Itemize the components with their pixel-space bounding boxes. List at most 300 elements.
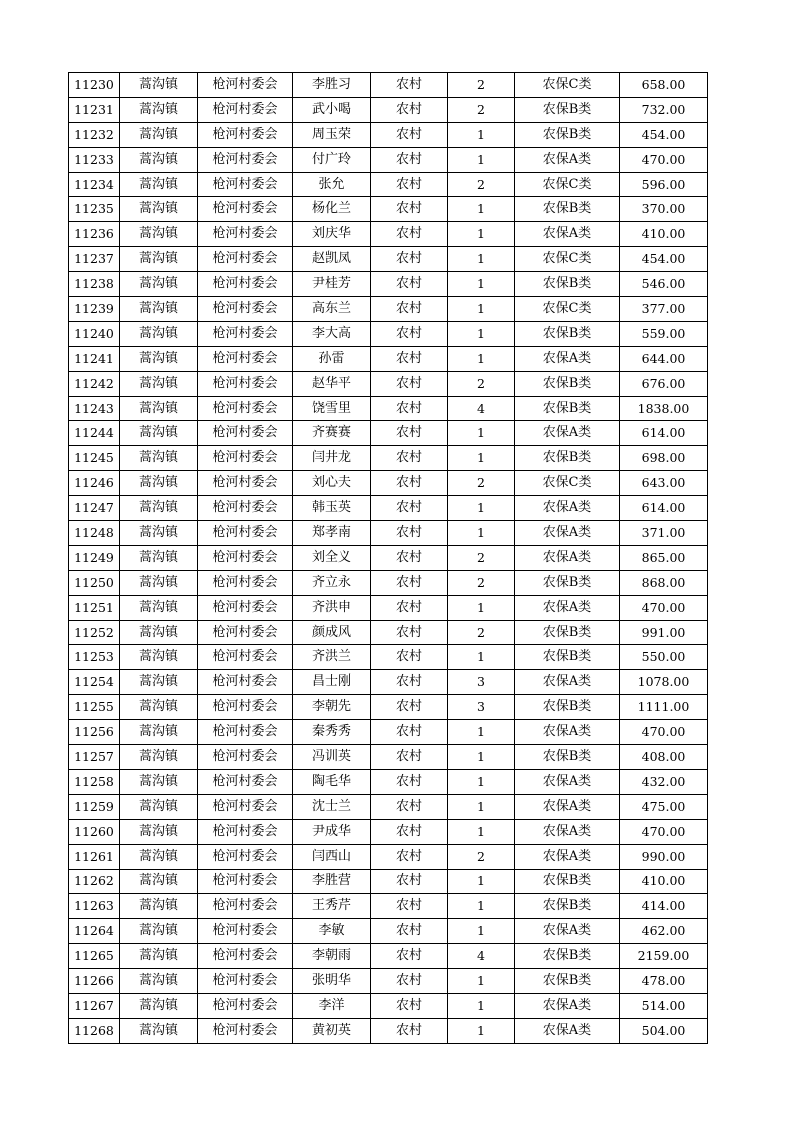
cell-row-id: 11256 [69, 720, 120, 745]
cell-area-type: 农村 [371, 570, 448, 595]
cell-insurance-category: 农保A类 [515, 545, 620, 570]
cell-amount: 470.00 [620, 720, 708, 745]
cell-row-id: 11264 [69, 919, 120, 944]
cell-amount: 546.00 [620, 272, 708, 297]
cell-insurance-category: 农保B类 [515, 969, 620, 994]
cell-village-committee: 枪河村委会 [198, 944, 293, 969]
cell-household-size: 4 [448, 944, 515, 969]
cell-insurance-category: 农保A类 [515, 769, 620, 794]
cell-insurance-category: 农保B类 [515, 272, 620, 297]
cell-area-type: 农村 [371, 521, 448, 546]
cell-town: 蒿沟镇 [120, 321, 198, 346]
cell-household-size: 1 [448, 247, 515, 272]
cell-town: 蒿沟镇 [120, 172, 198, 197]
cell-row-id: 11258 [69, 769, 120, 794]
table-row [69, 670, 708, 695]
cell-insurance-category: 农保B类 [515, 371, 620, 396]
cell-area-type: 农村 [371, 321, 448, 346]
cell-area-type: 农村 [371, 1018, 448, 1043]
cell-village-committee: 枪河村委会 [198, 147, 293, 172]
cell-row-id: 11240 [69, 321, 120, 346]
cell-household-size: 1 [448, 222, 515, 247]
cell-name: 闫井龙 [293, 446, 371, 471]
cell-village-committee: 枪河村委会 [198, 969, 293, 994]
cell-row-id: 11254 [69, 670, 120, 695]
table-row [69, 545, 708, 570]
cell-household-size: 2 [448, 73, 515, 98]
cell-town: 蒿沟镇 [120, 620, 198, 645]
table-row [69, 695, 708, 720]
cell-household-size: 1 [448, 969, 515, 994]
cell-amount: 614.00 [620, 496, 708, 521]
cell-area-type: 农村 [371, 147, 448, 172]
table-row [69, 794, 708, 819]
cell-household-size: 1 [448, 197, 515, 222]
table-row [69, 122, 708, 147]
table-row [69, 919, 708, 944]
cell-town: 蒿沟镇 [120, 346, 198, 371]
cell-row-id: 11243 [69, 396, 120, 421]
cell-area-type: 农村 [371, 819, 448, 844]
cell-row-id: 11267 [69, 993, 120, 1018]
cell-village-committee: 枪河村委会 [198, 272, 293, 297]
cell-village-committee: 枪河村委会 [198, 545, 293, 570]
cell-name: 颜成风 [293, 620, 371, 645]
cell-village-committee: 枪河村委会 [198, 172, 293, 197]
cell-town: 蒿沟镇 [120, 645, 198, 670]
cell-town: 蒿沟镇 [120, 222, 198, 247]
cell-amount: 991.00 [620, 620, 708, 645]
cell-name: 陶毛华 [293, 769, 371, 794]
cell-town: 蒿沟镇 [120, 297, 198, 322]
cell-village-committee: 枪河村委会 [198, 247, 293, 272]
cell-amount: 470.00 [620, 819, 708, 844]
cell-amount: 676.00 [620, 371, 708, 396]
table-row [69, 944, 708, 969]
cell-insurance-category: 农保B类 [515, 620, 620, 645]
cell-name: 付广玲 [293, 147, 371, 172]
cell-area-type: 农村 [371, 371, 448, 396]
cell-household-size: 1 [448, 645, 515, 670]
cell-amount: 414.00 [620, 894, 708, 919]
cell-name: 李胜营 [293, 869, 371, 894]
cell-village-committee: 枪河村委会 [198, 869, 293, 894]
cell-household-size: 1 [448, 122, 515, 147]
cell-amount: 658.00 [620, 73, 708, 98]
cell-town: 蒿沟镇 [120, 471, 198, 496]
cell-amount: 865.00 [620, 545, 708, 570]
cell-area-type: 农村 [371, 496, 448, 521]
cell-town: 蒿沟镇 [120, 919, 198, 944]
cell-amount: 2159.00 [620, 944, 708, 969]
cell-row-id: 11239 [69, 297, 120, 322]
cell-household-size: 1 [448, 446, 515, 471]
cell-town: 蒿沟镇 [120, 993, 198, 1018]
cell-area-type: 农村 [371, 695, 448, 720]
cell-village-committee: 枪河村委会 [198, 222, 293, 247]
cell-insurance-category: 农保A类 [515, 919, 620, 944]
cell-row-id: 11252 [69, 620, 120, 645]
cell-household-size: 2 [448, 97, 515, 122]
cell-area-type: 农村 [371, 919, 448, 944]
cell-row-id: 11236 [69, 222, 120, 247]
cell-insurance-category: 农保B类 [515, 122, 620, 147]
table-row [69, 844, 708, 869]
cell-village-committee: 枪河村委会 [198, 346, 293, 371]
cell-amount: 377.00 [620, 297, 708, 322]
cell-name: 沈士兰 [293, 794, 371, 819]
cell-village-committee: 枪河村委会 [198, 73, 293, 98]
cell-village-committee: 枪河村委会 [198, 297, 293, 322]
cell-area-type: 农村 [371, 421, 448, 446]
cell-area-type: 农村 [371, 73, 448, 98]
cell-village-committee: 枪河村委会 [198, 1018, 293, 1043]
table-row [69, 894, 708, 919]
cell-insurance-category: 农保B类 [515, 396, 620, 421]
cell-area-type: 农村 [371, 869, 448, 894]
cell-amount: 410.00 [620, 869, 708, 894]
cell-insurance-category: 农保B类 [515, 695, 620, 720]
cell-town: 蒿沟镇 [120, 272, 198, 297]
cell-name: 齐赛赛 [293, 421, 371, 446]
cell-amount: 698.00 [620, 446, 708, 471]
cell-name: 刘庆华 [293, 222, 371, 247]
cell-insurance-category: 农保B类 [515, 894, 620, 919]
cell-amount: 504.00 [620, 1018, 708, 1043]
cell-insurance-category: 农保A类 [515, 720, 620, 745]
table-row [69, 471, 708, 496]
cell-town: 蒿沟镇 [120, 396, 198, 421]
cell-area-type: 农村 [371, 993, 448, 1018]
table-row [69, 993, 708, 1018]
table-row [69, 396, 708, 421]
cell-amount: 868.00 [620, 570, 708, 595]
cell-household-size: 1 [448, 769, 515, 794]
cell-town: 蒿沟镇 [120, 720, 198, 745]
cell-household-size: 1 [448, 421, 515, 446]
cell-household-size: 1 [448, 346, 515, 371]
table-row [69, 147, 708, 172]
cell-insurance-category: 农保A类 [515, 222, 620, 247]
cell-name: 李洋 [293, 993, 371, 1018]
cell-area-type: 农村 [371, 297, 448, 322]
cell-village-committee: 枪河村委会 [198, 496, 293, 521]
cell-town: 蒿沟镇 [120, 247, 198, 272]
cell-name: 闫西山 [293, 844, 371, 869]
cell-amount: 550.00 [620, 645, 708, 670]
cell-row-id: 11242 [69, 371, 120, 396]
cell-town: 蒿沟镇 [120, 570, 198, 595]
cell-name: 刘心夫 [293, 471, 371, 496]
cell-row-id: 11230 [69, 73, 120, 98]
cell-name: 武小喝 [293, 97, 371, 122]
cell-town: 蒿沟镇 [120, 894, 198, 919]
cell-area-type: 农村 [371, 97, 448, 122]
cell-insurance-category: 农保A类 [515, 496, 620, 521]
cell-name: 尹桂芳 [293, 272, 371, 297]
cell-name: 高东兰 [293, 297, 371, 322]
cell-area-type: 农村 [371, 670, 448, 695]
cell-town: 蒿沟镇 [120, 122, 198, 147]
cell-row-id: 11247 [69, 496, 120, 521]
cell-insurance-category: 农保A类 [515, 346, 620, 371]
cell-name: 秦秀秀 [293, 720, 371, 745]
cell-name: 李大高 [293, 321, 371, 346]
cell-household-size: 2 [448, 620, 515, 645]
cell-amount: 432.00 [620, 769, 708, 794]
cell-name: 杨化兰 [293, 197, 371, 222]
cell-household-size: 1 [448, 595, 515, 620]
cell-row-id: 11253 [69, 645, 120, 670]
cell-village-committee: 枪河村委会 [198, 993, 293, 1018]
cell-household-size: 1 [448, 297, 515, 322]
cell-amount: 643.00 [620, 471, 708, 496]
cell-name: 孙雷 [293, 346, 371, 371]
cell-village-committee: 枪河村委会 [198, 521, 293, 546]
cell-town: 蒿沟镇 [120, 794, 198, 819]
table-row [69, 222, 708, 247]
cell-area-type: 农村 [371, 595, 448, 620]
cell-insurance-category: 农保A类 [515, 993, 620, 1018]
cell-amount: 370.00 [620, 197, 708, 222]
cell-row-id: 11265 [69, 944, 120, 969]
cell-town: 蒿沟镇 [120, 695, 198, 720]
cell-row-id: 11250 [69, 570, 120, 595]
cell-row-id: 11237 [69, 247, 120, 272]
cell-area-type: 农村 [371, 620, 448, 645]
cell-row-id: 11248 [69, 521, 120, 546]
cell-household-size: 2 [448, 570, 515, 595]
cell-name: 郑孝南 [293, 521, 371, 546]
cell-household-size: 1 [448, 272, 515, 297]
cell-amount: 1078.00 [620, 670, 708, 695]
cell-household-size: 1 [448, 794, 515, 819]
cell-area-type: 农村 [371, 247, 448, 272]
cell-village-committee: 枪河村委会 [198, 371, 293, 396]
cell-area-type: 农村 [371, 844, 448, 869]
cell-insurance-category: 农保C类 [515, 471, 620, 496]
table-row [69, 97, 708, 122]
cell-row-id: 11246 [69, 471, 120, 496]
table-row [69, 272, 708, 297]
cell-household-size: 3 [448, 695, 515, 720]
table-row [69, 521, 708, 546]
cell-town: 蒿沟镇 [120, 197, 198, 222]
table-row [69, 645, 708, 670]
cell-area-type: 农村 [371, 396, 448, 421]
table-row [69, 819, 708, 844]
data-table [68, 72, 708, 1044]
table-row [69, 620, 708, 645]
cell-name: 王秀芹 [293, 894, 371, 919]
cell-amount: 454.00 [620, 247, 708, 272]
cell-household-size: 1 [448, 819, 515, 844]
cell-household-size: 1 [448, 745, 515, 770]
table-row [69, 1018, 708, 1043]
cell-village-committee: 枪河村委会 [198, 919, 293, 944]
cell-amount: 1111.00 [620, 695, 708, 720]
cell-village-committee: 枪河村委会 [198, 670, 293, 695]
cell-household-size: 1 [448, 147, 515, 172]
cell-town: 蒿沟镇 [120, 769, 198, 794]
cell-insurance-category: 农保A类 [515, 670, 620, 695]
cell-town: 蒿沟镇 [120, 421, 198, 446]
cell-household-size: 1 [448, 521, 515, 546]
cell-name: 赵凯凤 [293, 247, 371, 272]
cell-town: 蒿沟镇 [120, 545, 198, 570]
cell-name: 齐洪申 [293, 595, 371, 620]
cell-row-id: 11251 [69, 595, 120, 620]
cell-town: 蒿沟镇 [120, 496, 198, 521]
cell-amount: 1838.00 [620, 396, 708, 421]
cell-household-size: 1 [448, 1018, 515, 1043]
cell-household-size: 2 [448, 371, 515, 396]
cell-row-id: 11245 [69, 446, 120, 471]
table-row [69, 421, 708, 446]
cell-amount: 454.00 [620, 122, 708, 147]
table-row [69, 869, 708, 894]
cell-village-committee: 枪河村委会 [198, 794, 293, 819]
cell-household-size: 4 [448, 396, 515, 421]
table-row [69, 969, 708, 994]
cell-row-id: 11257 [69, 745, 120, 770]
cell-area-type: 农村 [371, 346, 448, 371]
cell-household-size: 3 [448, 670, 515, 695]
table-row [69, 297, 708, 322]
cell-town: 蒿沟镇 [120, 371, 198, 396]
cell-town: 蒿沟镇 [120, 521, 198, 546]
cell-town: 蒿沟镇 [120, 819, 198, 844]
cell-row-id: 11259 [69, 794, 120, 819]
cell-insurance-category: 农保B类 [515, 97, 620, 122]
cell-insurance-category: 农保C类 [515, 297, 620, 322]
cell-village-committee: 枪河村委会 [198, 197, 293, 222]
cell-insurance-category: 农保C类 [515, 73, 620, 98]
cell-village-committee: 枪河村委会 [198, 695, 293, 720]
cell-insurance-category: 农保A类 [515, 521, 620, 546]
cell-name: 齐立永 [293, 570, 371, 595]
cell-town: 蒿沟镇 [120, 73, 198, 98]
cell-row-id: 11235 [69, 197, 120, 222]
cell-village-committee: 枪河村委会 [198, 620, 293, 645]
cell-area-type: 农村 [371, 769, 448, 794]
cell-area-type: 农村 [371, 745, 448, 770]
cell-area-type: 农村 [371, 471, 448, 496]
cell-insurance-category: 农保B类 [515, 869, 620, 894]
cell-amount: 470.00 [620, 147, 708, 172]
table-row [69, 197, 708, 222]
cell-insurance-category: 农保A类 [515, 819, 620, 844]
cell-row-id: 11261 [69, 844, 120, 869]
cell-area-type: 农村 [371, 894, 448, 919]
cell-area-type: 农村 [371, 446, 448, 471]
cell-row-id: 11260 [69, 819, 120, 844]
cell-amount: 990.00 [620, 844, 708, 869]
cell-area-type: 农村 [371, 197, 448, 222]
cell-name: 张允 [293, 172, 371, 197]
cell-town: 蒿沟镇 [120, 446, 198, 471]
cell-name: 周玉荣 [293, 122, 371, 147]
cell-name: 齐洪兰 [293, 645, 371, 670]
cell-area-type: 农村 [371, 944, 448, 969]
cell-name: 冯训英 [293, 745, 371, 770]
cell-name: 韩玉英 [293, 496, 371, 521]
cell-insurance-category: 农保B类 [515, 570, 620, 595]
cell-town: 蒿沟镇 [120, 1018, 198, 1043]
cell-town: 蒿沟镇 [120, 844, 198, 869]
table-row [69, 321, 708, 346]
cell-village-committee: 枪河村委会 [198, 894, 293, 919]
cell-household-size: 1 [448, 894, 515, 919]
cell-area-type: 农村 [371, 720, 448, 745]
cell-amount: 732.00 [620, 97, 708, 122]
cell-insurance-category: 农保A类 [515, 595, 620, 620]
table-row [69, 446, 708, 471]
cell-row-id: 11232 [69, 122, 120, 147]
table-row [69, 346, 708, 371]
cell-amount: 408.00 [620, 745, 708, 770]
table-row [69, 595, 708, 620]
cell-insurance-category: 农保A类 [515, 147, 620, 172]
table-row [69, 247, 708, 272]
cell-name: 昌士刚 [293, 670, 371, 695]
cell-name: 刘全义 [293, 545, 371, 570]
cell-village-committee: 枪河村委会 [198, 446, 293, 471]
cell-row-id: 11249 [69, 545, 120, 570]
cell-area-type: 农村 [371, 122, 448, 147]
cell-name: 李朝先 [293, 695, 371, 720]
cell-amount: 478.00 [620, 969, 708, 994]
cell-village-committee: 枪河村委会 [198, 471, 293, 496]
cell-insurance-category: 农保B类 [515, 944, 620, 969]
cell-village-committee: 枪河村委会 [198, 396, 293, 421]
cell-town: 蒿沟镇 [120, 944, 198, 969]
cell-amount: 596.00 [620, 172, 708, 197]
cell-village-committee: 枪河村委会 [198, 421, 293, 446]
cell-row-id: 11268 [69, 1018, 120, 1043]
table-body [69, 73, 708, 1044]
cell-amount: 470.00 [620, 595, 708, 620]
cell-household-size: 2 [448, 172, 515, 197]
table-row [69, 720, 708, 745]
cell-insurance-category: 农保C类 [515, 247, 620, 272]
cell-village-committee: 枪河村委会 [198, 745, 293, 770]
cell-insurance-category: 农保B类 [515, 745, 620, 770]
cell-row-id: 11231 [69, 97, 120, 122]
cell-insurance-category: 农保B类 [515, 197, 620, 222]
cell-household-size: 1 [448, 321, 515, 346]
cell-insurance-category: 农保A类 [515, 421, 620, 446]
cell-area-type: 农村 [371, 794, 448, 819]
cell-household-size: 1 [448, 720, 515, 745]
cell-household-size: 2 [448, 471, 515, 496]
cell-village-committee: 枪河村委会 [198, 844, 293, 869]
cell-household-size: 1 [448, 993, 515, 1018]
cell-area-type: 农村 [371, 969, 448, 994]
cell-area-type: 农村 [371, 222, 448, 247]
cell-row-id: 11255 [69, 695, 120, 720]
cell-area-type: 农村 [371, 172, 448, 197]
cell-row-id: 11263 [69, 894, 120, 919]
cell-name: 李敏 [293, 919, 371, 944]
cell-amount: 614.00 [620, 421, 708, 446]
cell-insurance-category: 农保B类 [515, 446, 620, 471]
cell-amount: 410.00 [620, 222, 708, 247]
cell-name: 李胜习 [293, 73, 371, 98]
cell-amount: 371.00 [620, 521, 708, 546]
cell-name: 黄初英 [293, 1018, 371, 1043]
cell-town: 蒿沟镇 [120, 97, 198, 122]
